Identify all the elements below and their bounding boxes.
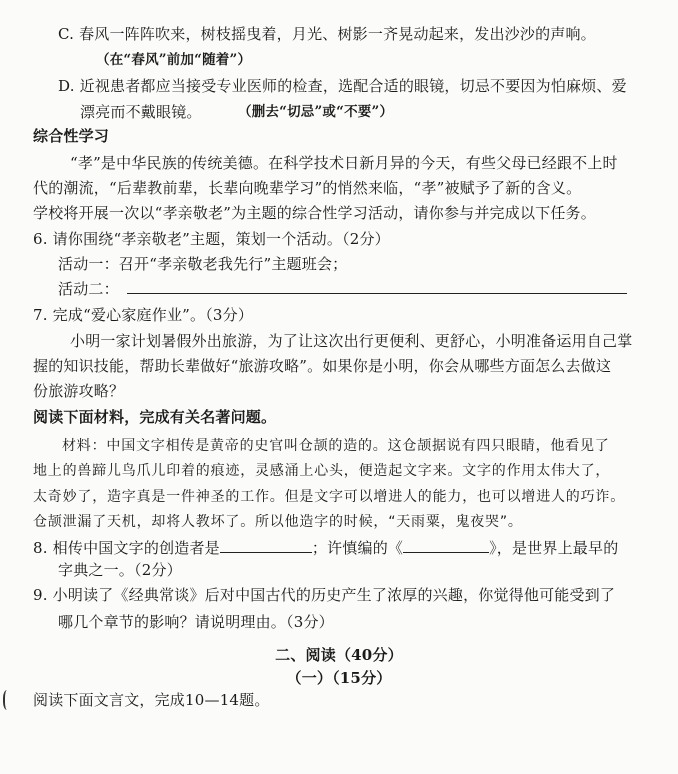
question-7: 7. 完成“爱心家庭作业”。（3分）	[33, 306, 254, 324]
intro-paragraph-line3: 学校将开展一次以“孝亲敬老”为主题的综合性学习活动，请你参与并完成以下任务。	[33, 204, 596, 222]
question-8-line2: 字典之一。（2分）	[58, 561, 182, 579]
section-heading-classics: 阅读下面材料，完成有关名著问题。	[33, 408, 277, 426]
reading-subsection-title: （一）（15分）	[286, 669, 392, 687]
option-d-note: （删去“切忌”或“不要”）	[238, 104, 394, 120]
question-8-blank-creator[interactable]	[220, 536, 312, 553]
question-7-paragraph-line1: 小明一家计划暑假外出旅游，为了让这次出行更便利、更舒心，小明准备运用自己掌	[70, 332, 633, 350]
question-8-part-c: 》，是世界上最早的	[489, 539, 619, 557]
question-8-blank-book[interactable]	[403, 536, 489, 553]
question-6-answer-line[interactable]	[127, 293, 627, 294]
option-d-text-line2: 漂亮而不戴眼镜。	[80, 103, 202, 121]
material-line1: 材料：中国文字相传是黄帝的史官叫仓颉的造的。这仓颉据说有四只眼睛，他看见了	[62, 438, 610, 454]
option-c-text: C. 春风一阵阵吹来，树枝摇曳着，月光、树影一齐晃动起来，发出沙沙的声响。	[58, 25, 596, 43]
option-d-text-line1: D. 近视患者都应当接受专业医师的检查，选配合适的眼镜，切忌不要因为怕麻烦、爱	[58, 77, 627, 95]
material-line2: 地上的兽蹄儿鸟爪儿印着的痕迹，灵感涌上心头，便造起文字来。文字的作用太伟大了，	[33, 463, 611, 479]
question-8-part-b: ；许慎编的《	[311, 539, 404, 557]
scan-artifact-mark	[3, 690, 13, 710]
question-6-activity-2-label: 活动二：	[58, 280, 119, 298]
question-9-line1: 9. 小明读了《经典常谈》后对中国古代的历史产生了浓厚的兴趣，你觉得他可能受到了	[33, 586, 616, 604]
question-7-paragraph-line3: 份旅游攻略？	[33, 382, 125, 400]
question-7-paragraph-line2: 握的知识技能，帮助长辈做好“旅游攻略”。如果你是小明，你会从哪些方面怎么去做这	[33, 357, 612, 375]
question-6-activity-1: 活动一：召开“孝亲敬老我先行”主题班会；	[58, 255, 348, 273]
question-9-line2: 哪几个章节的影响？请说明理由。（3分）	[58, 613, 334, 631]
question-6: 6. 请你围绕“孝亲敬老”主题，策划一个活动。（2分）	[33, 230, 390, 248]
option-c-note: （在“春风”前加“随着”）	[96, 52, 252, 68]
question-8	[33, 536, 618, 558]
intro-paragraph-line1: “孝”是中华民族的传统美德。在科学技术日新月异的今天，有些父母已经跟不上时	[70, 154, 618, 172]
intro-paragraph-line2: 代的潮流，“后辈教前辈，长辈向晚辈学习”的悄然来临，“孝”被赋予了新的含义。	[33, 179, 582, 197]
material-line4: 仓颉泄漏了天机，却将人教坏了。所以他造字的时候，“天雨粟，鬼夜哭”。	[33, 514, 523, 530]
question-8-part-a: 8. 相传中国文字的创造者是	[33, 539, 220, 557]
reading-instruction: 阅读下面文言文，完成10—14题。	[33, 691, 270, 709]
section-heading-integrated-learning: 综合性学习	[33, 127, 110, 145]
material-line3: 太奇妙了，造字真是一件神圣的工作。但是文字可以增进人的能力，也可以增进人的巧诈。	[33, 489, 625, 505]
reading-section-title: 二、阅读（40分）	[275, 646, 403, 664]
